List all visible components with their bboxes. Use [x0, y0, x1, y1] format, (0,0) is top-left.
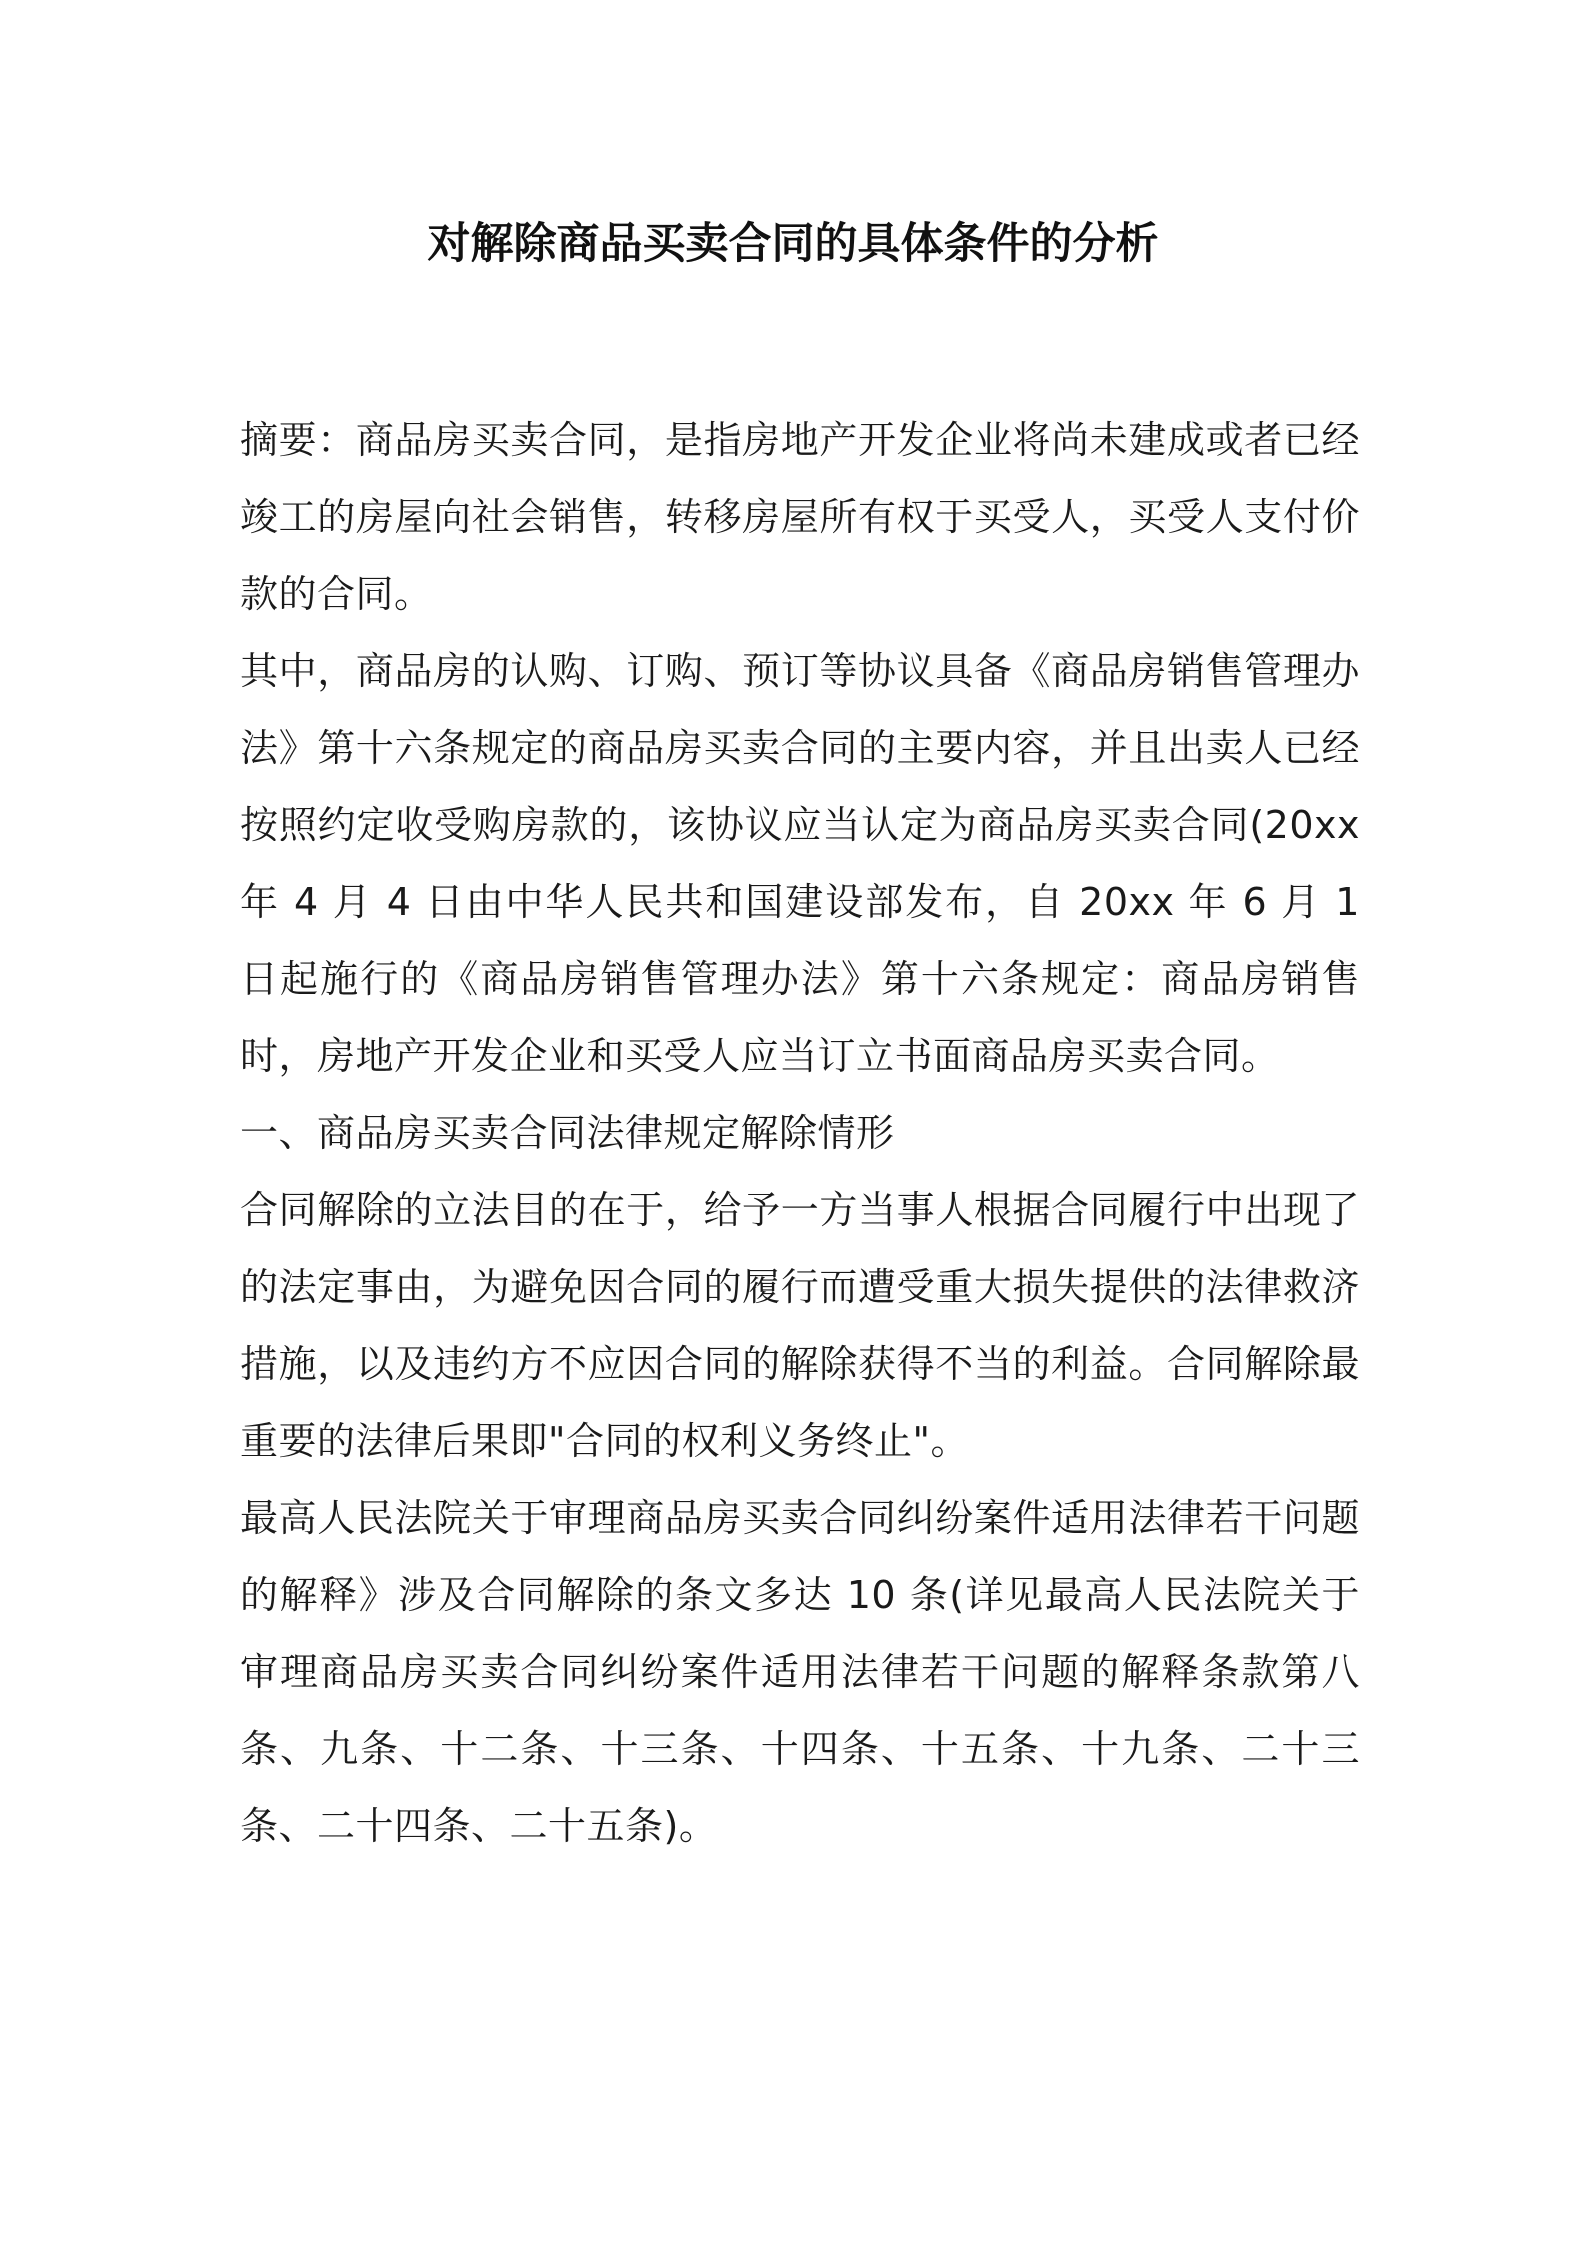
section-heading: 一、商品房买卖合同法律规定解除情形 [240, 1111, 895, 1155]
document-body [240, 402, 1360, 1865]
purpose-paragraph: 合同解除的立法目的在于，给予一方当事人根据合同履行中出现了的法定事由，为避免因合同的履行而遭受重大损失提供的法律救济措施，以及违约方不应因合同的解除获得不当的利益。合同解除最重要的法律后果即"合同的权利义务终止"。 [240, 1188, 1360, 1463]
abstract-paragraph: 摘要：商品房买卖合同，是指房地产开发企业将尚未建成或者已经竣工的房屋向社会销售，转移房屋所有权于买受人，买受人支付价款的合同。 [240, 418, 1360, 616]
definition-paragraph: 其中，商品房的认购、订购、预订等协议具备《商品房销售管理办法》第十六条规定的商品房买卖合同的主要内容，并且出卖人已经按照约定收受购房款的，该协议应当认定为商品房买卖合同(20xx 年 4 月 4 日由中华人民共和国建设部发布，自 20xx 年 6 月 1 日起施行的《商品房销售管理办法》第十六条规定：商品房销售时，房地产开发企业和买受人应当订立书面商品房买卖合同。 [240, 649, 1360, 1078]
document-title: 对解除商品买卖合同的具体条件的分析 [427, 219, 1159, 269]
interpretation-paragraph: 最高人民法院关于审理商品房买卖合同纠纷案件适用法律若干问题的解释》涉及合同解除的条文多达 10 条(详见最高人民法院关于审理商品房买卖合同纠纷案件适用法律若干问题的解释条款第八条、九条、十二条、十三条、十四条、十五条、十九条、二十三条、二十四条、二十五条)。 [240, 1496, 1360, 1848]
